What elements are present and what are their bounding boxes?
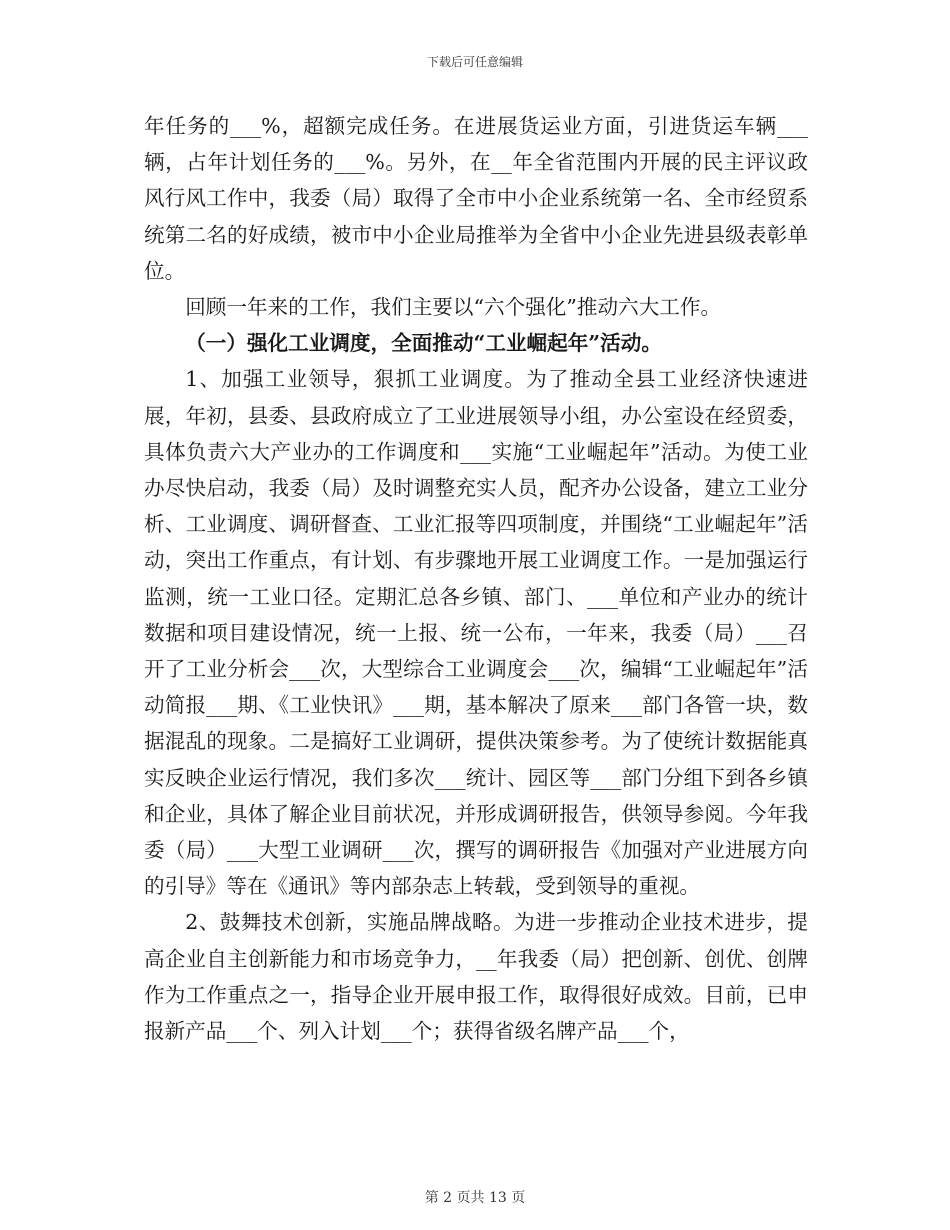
page-header-note: 下载后可任意编辑 <box>426 55 523 69</box>
paragraph-tech-innovation: 2、鼓舞技术创新，实施品牌战略。为进一步推动企业技术进步，提高企业自主创新能力和市场竞争力，__年我委（局）把创新、创优、创牌作为工作重点之一，指导企业开展申报工作，取得很好成效。目前，已申报新产品___个、列入计划___个；获得省级名牌产品___个， <box>144 910 808 1044</box>
document-body <box>144 108 808 1049</box>
paragraph-continuation: 年任务的___%，超额完成任务。在进展货运业方面，引进货运车辆___辆，占年计划任务的___%。另外，在__年全省范围内开展的民主评议政风行风工作中，我委（局）取得了全市中小企业系统第一名、全市经贸系统第二名的好成绩，被市中小企业局推举为全省中小企业先进县级表彰单位。 <box>144 114 808 283</box>
page-number: 第 2 页共 13 页 <box>424 1190 526 1206</box>
paragraph-industry-leadership: 1、加强工业领导，狠抓工业调度。为了推动全县工业经济快速进展，年初，县委、县政府成立了工业进展领导小组，办公室设在经贸委，具体负责六大产业办的工作调度和___实施“工业崛起年”活动。为使工业办尽快启动，我委（局）及时调整充实人员，配齐办公设备，建立工业分析、工业调度、调研督查、工业汇报等四项制度，并围绕“工业崛起年”活动，突出工作重点，有计划、有步骤地开展工业调度工作。一是加强运行监测，统一工业口径。定期汇总各乡镇、部门、___单位和产业办的统计数据和项目建设情况，统一上报、统一公布，一年来，我委（局）___召开了工业分析会___次，大型综合工业调度会___次，编辑“工业崛起年”活动简报___期、《工业快讯》___期，基本解决了原来___部门各管一块，数据混乱的现象。二是搞好工业调研，提供决策参考。为了使统计数据能真实反映企业运行情况，我们多次___统计、园区等___部门分组下到各乡镇和企业，具体了解企业目前状况，并形成调研报告，供领导参阅。今年我委（局）___大型工业调研___次，撰写的调研报告《加强对产业进展方向的引导》等在《通讯》等内部杂志上转载，受到领导的重视。 <box>144 367 808 899</box>
paragraph-review-intro: 回顾一年来的工作，我们主要以“六个强化”推动六大工作。 <box>185 295 722 320</box>
section-heading: （一）强化工业调度，全面推动“工业崛起年”活动。 <box>185 331 662 356</box>
